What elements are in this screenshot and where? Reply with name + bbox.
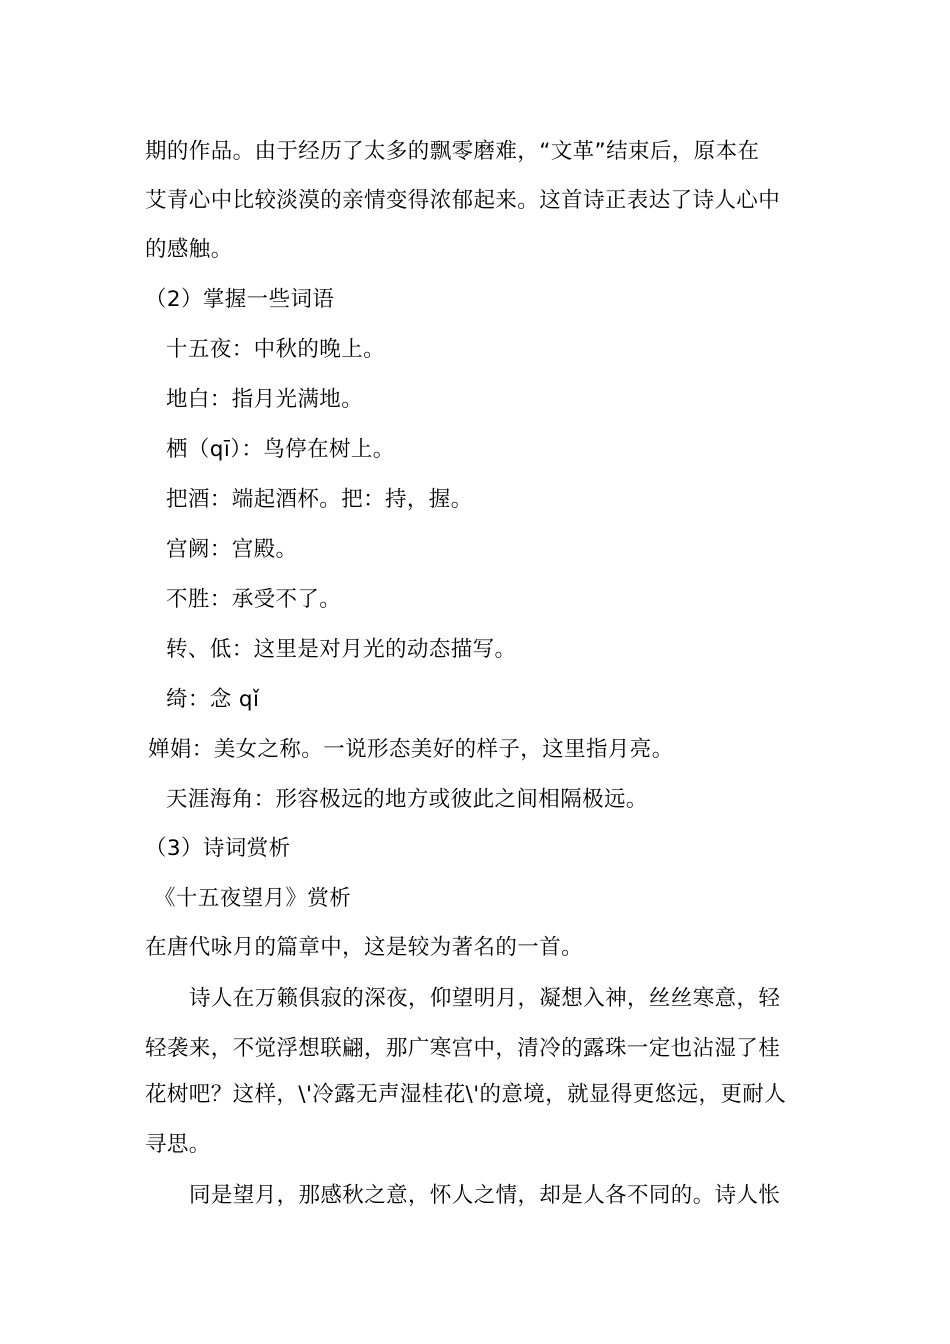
poem-analysis-title: 《十五夜望月》赏析 bbox=[154, 886, 352, 911]
analysis-paragraph-1-line-2: 轻袭来，不觉浮想联翩，那广寒宫中，清冷的露珠一定也沾湿了桂 bbox=[145, 1036, 781, 1061]
intro-line-3: 的感触。 bbox=[145, 237, 233, 262]
analysis-paragraph-1-line-3: 花树吧？这样，\'冷露无声湿桂花\'的意境，就显得更悠远，更耐人 bbox=[145, 1082, 787, 1107]
analysis-paragraph-1-line-1: 诗人在万籁俱寂的深夜，仰望明月，凝想入神，丝丝寒意，轻 bbox=[189, 986, 781, 1011]
term-tianyahaijiao: 天涯海角：形容极远的地方或彼此之间相隔极远。 bbox=[166, 787, 648, 812]
term-qi: 栖（qī）：鸟停在树上。 bbox=[166, 437, 395, 462]
analysis-paragraph-2-line-1: 同是望月，那感秋之意，怀人之情，却是人各不同的。诗人怅 bbox=[189, 1183, 781, 1208]
intro-line-2: 艾青心中比较淡漠的亲情变得浓郁起来。这首诗正表达了诗人心中 bbox=[145, 188, 781, 213]
section-3-heading: （3）诗词赏析 bbox=[145, 836, 291, 861]
term-busheng: 不胜：承受不了。 bbox=[166, 587, 342, 612]
term-gongque: 宫阙：宫殿。 bbox=[166, 537, 298, 562]
term-zhuandi: 转、低：这里是对月光的动态描写。 bbox=[166, 637, 517, 662]
term-shiwuye: 十五夜：中秋的晚上。 bbox=[166, 337, 386, 362]
analysis-paragraph-1-line-4: 寻思。 bbox=[145, 1132, 211, 1157]
term-chanjuan: 婵娟：美女之称。一说形态美好的样子，这里指月亮。 bbox=[148, 737, 674, 762]
term-bajiu: 把酒：端起酒杯。把：持，握。 bbox=[166, 487, 473, 512]
intro-line-1: 期的作品。由于经历了太多的飘零磨难，“文革”结束后，原本在 bbox=[145, 139, 760, 164]
term-dibai: 地白：指月光满地。 bbox=[166, 387, 364, 412]
section-2-heading: （2）掌握一些词语 bbox=[145, 287, 335, 312]
analysis-intro-line: 在唐代咏月的篇章中，这是较为著名的一首。 bbox=[145, 935, 584, 960]
term-qi-silk: 绮：念 qǐ bbox=[166, 687, 260, 712]
